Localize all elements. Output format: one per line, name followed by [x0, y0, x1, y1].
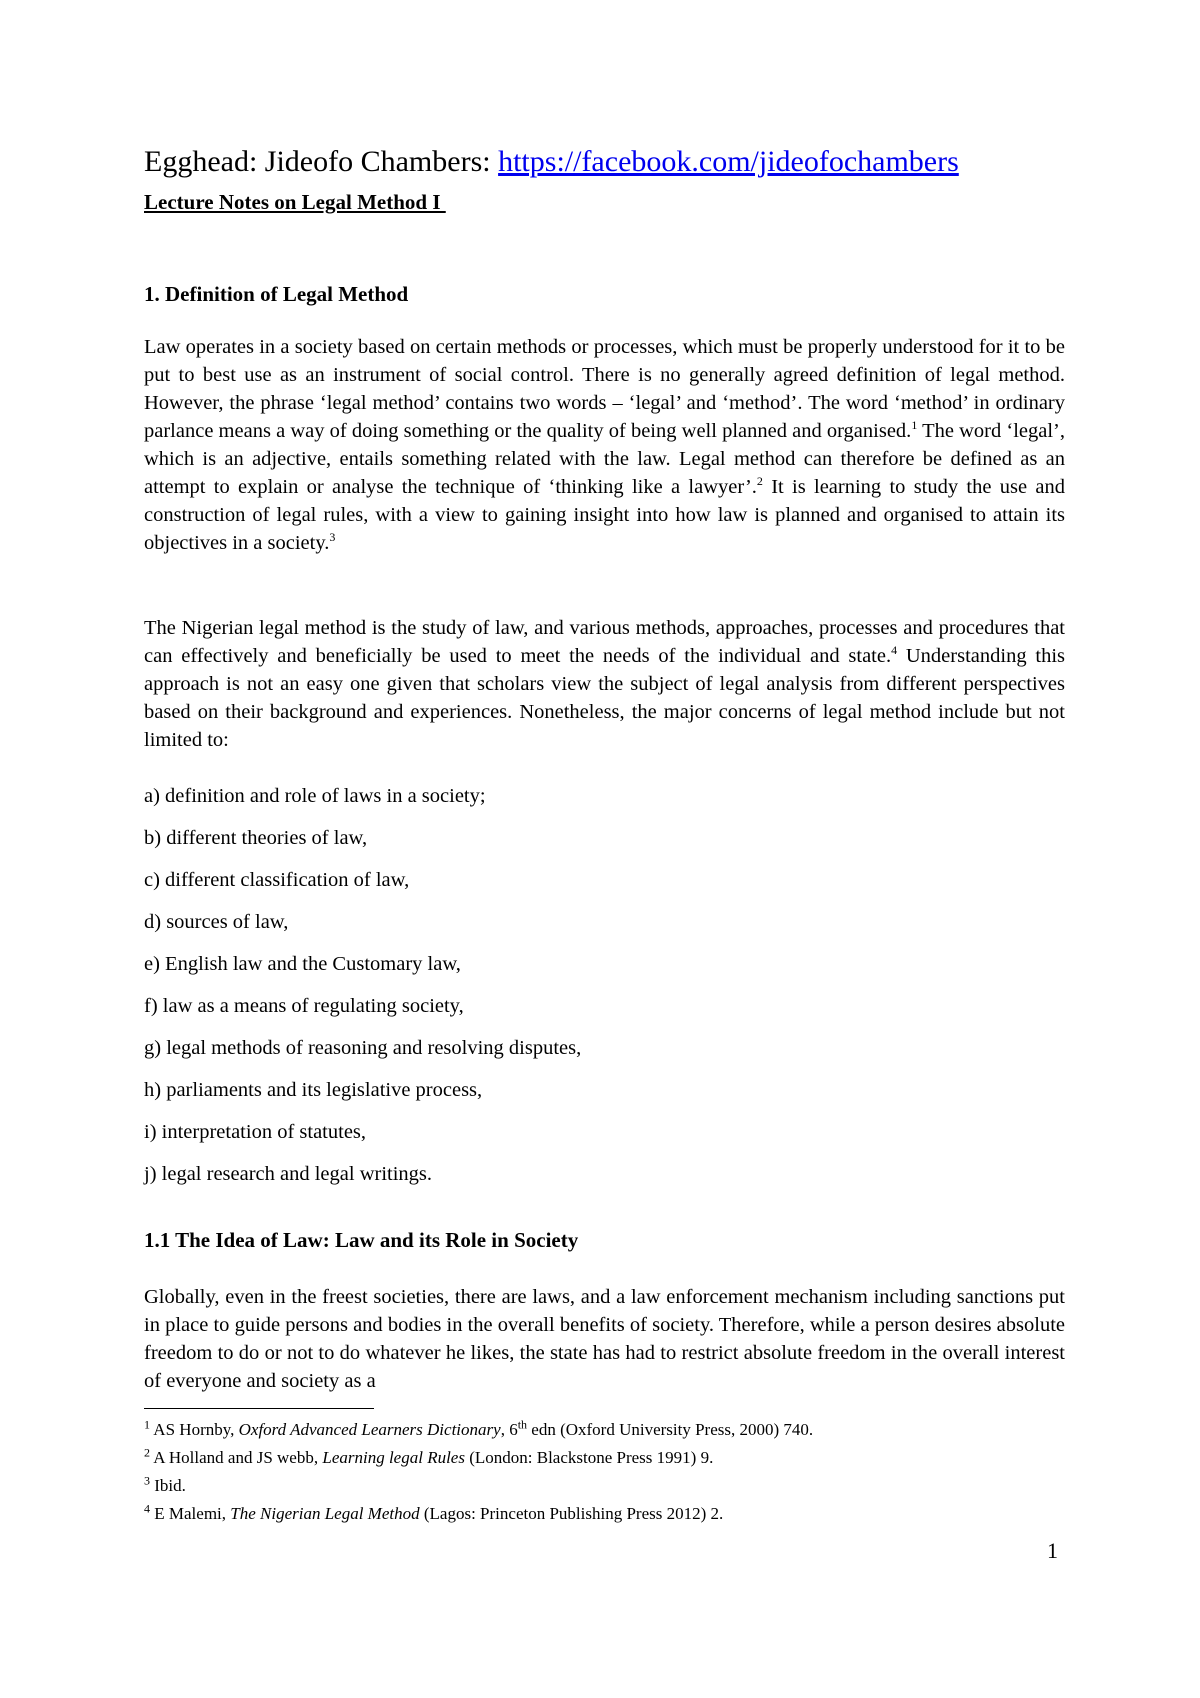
- paragraph-text: It is learning to study the use and construction of legal rules, with a view to gaining insight into how law is planned and organised to attain its objectives in a society.: [144, 476, 1066, 554]
- footnote-superscript: th: [517, 1417, 528, 1432]
- footnote-number: 2: [144, 1445, 150, 1460]
- list-item: e) English law and the Customary law,: [144, 953, 461, 975]
- footnote-ref-3[interactable]: 3: [329, 530, 336, 545]
- paragraph-nigerian-legal-method: [144, 614, 1065, 754]
- list-item: g) legal methods of reasoning and resolving disputes,: [144, 1037, 582, 1059]
- list-item: i) interpretation of statutes,: [144, 1121, 367, 1143]
- footnote-text: AS Hornby,: [150, 1420, 239, 1439]
- footnote-text: (London: Blackstone Press 1991) 9.: [464, 1448, 714, 1467]
- footnote-text: A Holland and JS webb,: [150, 1448, 323, 1467]
- list-item: d) sources of law,: [144, 911, 289, 933]
- header-line: [144, 145, 959, 179]
- facebook-link[interactable]: https://facebook.com/jideofochambers: [498, 145, 959, 178]
- page-number: 1: [1047, 1538, 1058, 1563]
- footnote-ref-1[interactable]: 1: [911, 418, 918, 433]
- footnote-text: Ibid.: [150, 1476, 186, 1495]
- list-item: f) law as a means of regulating society,: [144, 995, 464, 1017]
- header-prefix: Egghead: Jideofo Chambers:: [144, 145, 499, 178]
- footnote-title: Oxford Advanced Learners Dictionary: [238, 1420, 501, 1439]
- list-item: b) different theories of law,: [144, 827, 368, 849]
- paragraph-text: The word ‘legal’, which is an adjective, entails something related with the law. Legal method can therefore be defined as an attempt to explain or analyse the technique of ‘thinking like a lawyer’.: [144, 420, 1065, 498]
- footnote-1: [144, 1418, 813, 1446]
- footnote-3: [144, 1474, 813, 1502]
- concerns-list: [144, 782, 581, 1202]
- footnote-title: Learning legal Rules: [322, 1448, 465, 1467]
- list-item: h) parliaments and its legislative process,: [144, 1079, 483, 1101]
- footnote-text: , 6: [500, 1420, 518, 1439]
- lecture-title: Lecture Notes on Legal Method I: [144, 190, 446, 214]
- footnote-text: (Lagos: Princeton Publishing Press 2012) 2.: [419, 1504, 724, 1523]
- list-item: c) different classification of law,: [144, 869, 410, 891]
- paragraph-idea-of-law: Globally, even in the freest societies, there are laws, and a law enforcement mechanism including sanctions put in place to guide persons and bodies in the overall benefits of society. Therefore, while a person desires absolute freedom to do or not to do whatever he likes, the state has had to restrict absolute freedom in the overall interest of everyone and society as a: [144, 1286, 1065, 1392]
- footnote-ref-4[interactable]: 4: [891, 643, 898, 658]
- footnote-number: 3: [144, 1473, 150, 1488]
- section-heading-definition: 1. Definition of Legal Method: [144, 282, 409, 306]
- footnote-text: E Malemi,: [150, 1504, 231, 1523]
- footnote-number: 4: [144, 1501, 150, 1516]
- footnotes: [144, 1418, 813, 1530]
- list-item: j) legal research and legal writings.: [144, 1163, 433, 1185]
- footnote-divider: [144, 1408, 374, 1409]
- footnote-2: [144, 1446, 813, 1474]
- footnote-4: [144, 1502, 813, 1530]
- footnote-title: The Nigerian Legal Method: [230, 1504, 420, 1523]
- footnote-ref-2[interactable]: 2: [756, 474, 763, 489]
- paragraph-definition: [144, 333, 1065, 557]
- paragraph-text: Law operates in a society based on certain methods or processes, which must be properly understood for it to be put to best use as an instrument of social control. There is no generally agreed definition of legal method. However, the phrase ‘legal method’ contains two words – ‘legal’ and ‘method’. The word ‘method’ in ordinary parlance means a way of doing something or the quality of being well planned and organised.: [144, 336, 1065, 442]
- list-item: a) definition and role of laws in a society;: [144, 785, 486, 807]
- section-heading-idea-of-law: 1.1 The Idea of Law: Law and its Role in Society: [144, 1228, 579, 1252]
- paragraph-text: The Nigerian legal method is the study of law, and various methods, approaches, processes and procedures that can effectively and beneficially be used to meet the needs of the individual and state.: [144, 617, 1065, 667]
- paragraph-text: Understanding this approach is not an easy one given that scholars view the subject of legal analysis from different perspectives based on their background and experiences. Nonetheless, the major concerns of legal method include but not limited to:: [144, 645, 1065, 751]
- footnote-text: edn (Oxford University Press, 2000) 740.: [527, 1420, 814, 1439]
- footnote-number: 1: [144, 1417, 150, 1432]
